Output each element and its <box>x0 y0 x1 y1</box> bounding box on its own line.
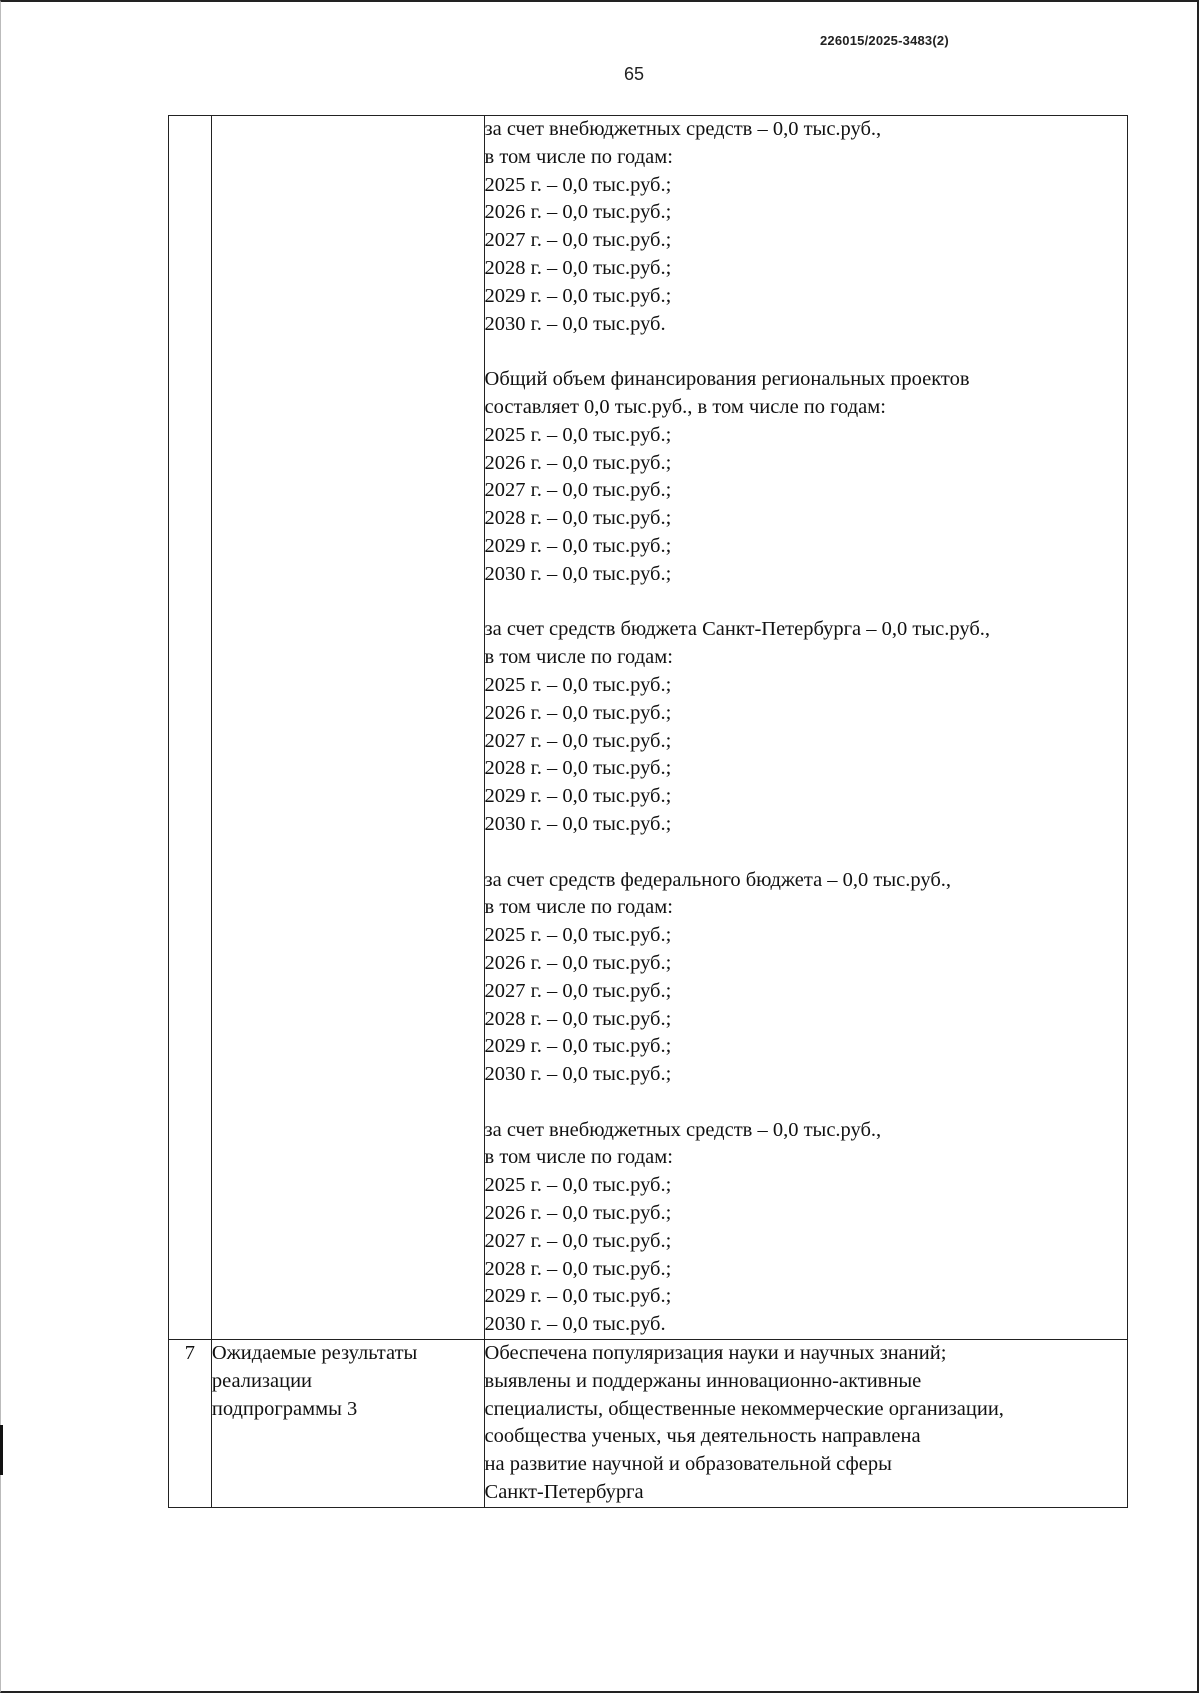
funding-line: 2027 г. – 0,0 тыс.руб.; <box>484 729 672 752</box>
funding-line: 2028 г. – 0,0 тыс.руб.; <box>484 1257 672 1280</box>
expected-result-line: сообщества ученых, чья деятельность направлена <box>484 1425 921 1448</box>
funding-line: в том числе по годам: <box>484 646 673 669</box>
funding-line: 2030 г. – 0,0 тыс.руб. <box>484 312 666 335</box>
row-number-cell <box>169 116 212 1340</box>
funding-line: 2029 г. – 0,0 тыс.руб.; <box>484 284 672 307</box>
funding-blocks <box>485 116 1127 1339</box>
funding-line: 2030 г. – 0,0 тыс.руб. <box>484 1313 666 1336</box>
funding-line: в том числе по годам: <box>484 145 673 168</box>
funding-line: 2025 г. – 0,0 тыс.руб.; <box>484 423 672 446</box>
funding-line: 2026 г. – 0,0 тыс.руб.; <box>484 951 672 974</box>
expected-results-cell <box>484 1340 1127 1508</box>
expected-result-line: выявлены и поддержаны инновационно-активные <box>484 1369 922 1392</box>
row-title-line: реализации <box>211 1369 313 1392</box>
funding-line: 2030 г. – 0,0 тыс.руб.; <box>484 562 672 585</box>
funding-line: за счет внебюджетных средств – 0,0 тыс.руб., <box>484 118 882 140</box>
document-number: 226015/2025-3483(2) <box>820 33 949 48</box>
row-title-line: подпрограммы 3 <box>211 1397 358 1420</box>
row-title-lines <box>212 1340 484 1423</box>
funding-line: 2026 г. – 0,0 тыс.руб.; <box>484 1202 672 1225</box>
funding-line: 2029 г. – 0,0 тыс.руб.; <box>484 1285 672 1308</box>
funding-line: 2028 г. – 0,0 тыс.руб.; <box>484 256 672 279</box>
funding-line: в том числе по годам: <box>484 896 673 919</box>
funding-line: 2027 г. – 0,0 тыс.руб.; <box>484 229 672 252</box>
funding-line: 2027 г. – 0,0 тыс.руб.; <box>484 979 672 1002</box>
funding-block <box>485 616 1127 838</box>
expected-result-line: Санкт-Петербурга <box>484 1481 644 1504</box>
funding-line: 2025 г. – 0,0 тыс.руб.; <box>484 924 672 947</box>
funding-line: 2025 г. – 0,0 тыс.руб.; <box>484 1174 672 1197</box>
funding-block <box>485 116 1127 338</box>
funding-line: 2028 г. – 0,0 тыс.руб.; <box>484 757 672 780</box>
funding-line: за счет средств бюджета Санкт-Петербурга – 0,0 тыс.руб., <box>484 618 990 641</box>
funding-details-cell <box>484 116 1127 1340</box>
funding-line: 2026 г. – 0,0 тыс.руб.; <box>484 451 672 474</box>
row-title-cell <box>211 1340 484 1508</box>
row-number-cell: 7 <box>169 1340 212 1508</box>
funding-line: 2026 г. – 0,0 тыс.руб.; <box>484 201 672 224</box>
funding-line: 2029 г. – 0,0 тыс.руб.; <box>484 534 672 557</box>
funding-line: за счет внебюджетных средств – 0,0 тыс.руб., <box>484 1118 882 1141</box>
scan-edge-mark <box>0 1425 3 1475</box>
funding-line: 2027 г. – 0,0 тыс.руб.; <box>484 479 672 502</box>
funding-line: за счет средств федерального бюджета – 0,0 тыс.руб., <box>484 868 952 891</box>
row-title-line: Ожидаемые результаты <box>211 1342 418 1365</box>
expected-results-lines <box>485 1340 1127 1507</box>
funding-table <box>168 115 1128 1508</box>
page-number: 65 <box>624 64 645 84</box>
funding-block <box>485 366 1127 588</box>
funding-line: 2029 г. – 0,0 тыс.руб.; <box>484 1035 672 1058</box>
funding-block <box>485 867 1127 1089</box>
funding-line: составляет 0,0 тыс.руб., в том числе по годам: <box>484 395 886 418</box>
funding-line: 2030 г. – 0,0 тыс.руб.; <box>484 1063 672 1086</box>
funding-line: 2030 г. – 0,0 тыс.руб.; <box>484 812 672 835</box>
funding-line: 2025 г. – 0,0 тыс.руб.; <box>484 673 672 696</box>
expected-result-line: специалисты, общественные некоммерческие организации, <box>484 1397 1004 1420</box>
table-row-7 <box>169 1340 1128 1508</box>
row-title-cell <box>211 116 484 1340</box>
funding-line: Общий объем финансирования региональных проектов <box>484 368 970 391</box>
expected-result-line: Обеспечена популяризация науки и научных знаний; <box>484 1342 947 1365</box>
expected-result-line: на развитие научной и образовательной сферы <box>484 1453 892 1476</box>
funding-line: 2028 г. – 0,0 тыс.руб.; <box>484 507 672 530</box>
funding-line: 2027 г. – 0,0 тыс.руб.; <box>484 1229 672 1252</box>
funding-line: 2025 г. – 0,0 тыс.руб.; <box>484 173 672 196</box>
funding-line: в том числе по годам: <box>484 1146 673 1169</box>
funding-line: 2026 г. – 0,0 тыс.руб.; <box>484 701 672 724</box>
funding-line: 2029 г. – 0,0 тыс.руб.; <box>484 785 672 808</box>
funding-line: 2028 г. – 0,0 тыс.руб.; <box>484 1007 672 1030</box>
funding-block <box>485 1117 1127 1339</box>
table-row-continued <box>169 116 1128 1340</box>
